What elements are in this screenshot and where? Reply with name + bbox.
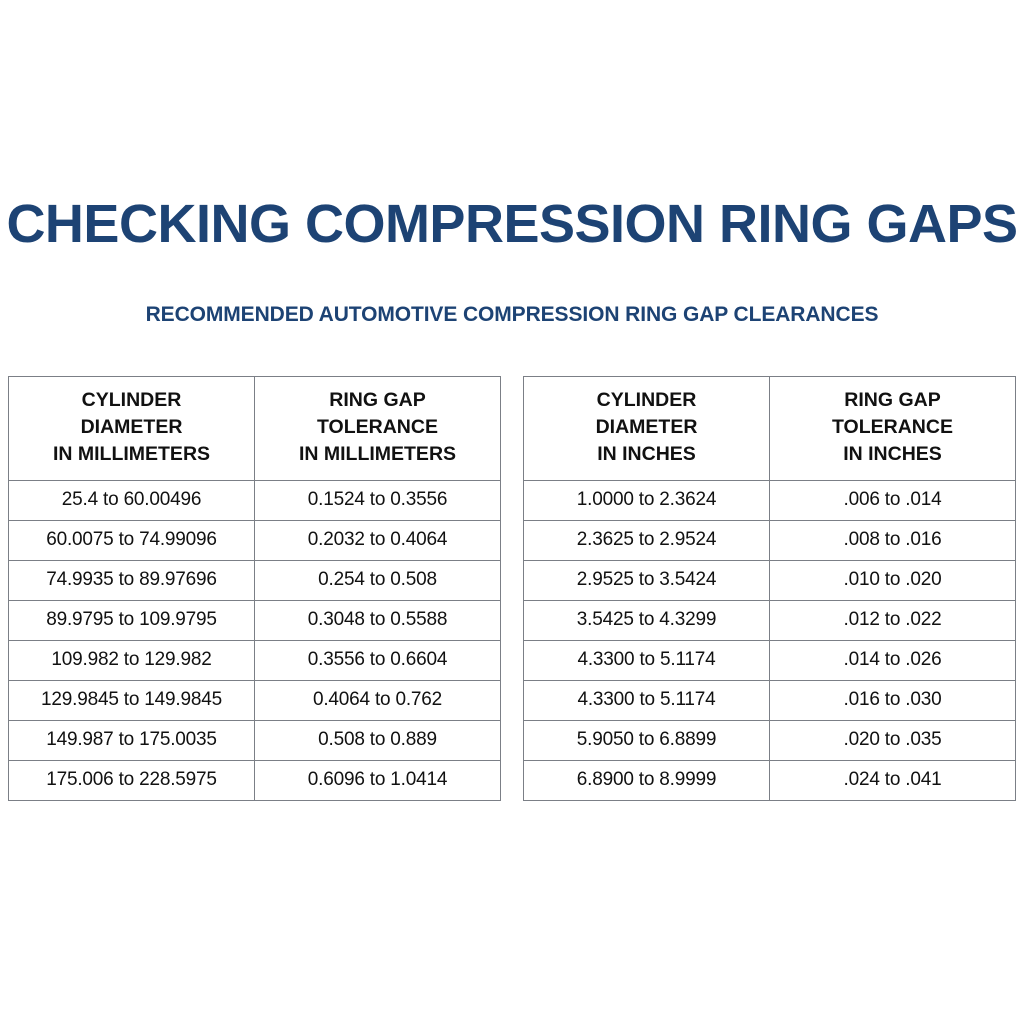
page-subtitle: RECOMMENDED AUTOMOTIVE COMPRESSION RING GAP CLEARANCES <box>145 303 879 326</box>
header-line-1: RING GAP <box>329 389 426 411</box>
header-line-3: IN INCHES <box>843 442 942 465</box>
cell-tolerance: 0.3556 to 0.6604 <box>255 640 501 680</box>
table-row <box>9 600 501 640</box>
imperial-col-diameter-header <box>524 377 770 481</box>
imperial-table-body <box>524 480 1016 800</box>
cell-tolerance: 0.508 to 0.889 <box>255 720 501 760</box>
cell-diameter: 129.9845 to 149.9845 <box>9 680 255 720</box>
cell-tolerance: .006 to .014 <box>770 480 1016 520</box>
cell-diameter: 1.0000 to 2.3624 <box>524 480 770 520</box>
cell-diameter: 60.0075 to 74.99096 <box>9 520 255 560</box>
cell-diameter: 175.006 to 228.5975 <box>9 760 255 800</box>
metric-table-body <box>9 480 501 800</box>
header-line-1: RING GAP <box>844 389 941 411</box>
table-row <box>524 680 1016 720</box>
table-row <box>524 560 1016 600</box>
imperial-col-tolerance-header <box>770 377 1016 481</box>
cell-tolerance: .016 to .030 <box>770 680 1016 720</box>
cell-diameter: 74.9935 to 89.97696 <box>9 560 255 600</box>
cell-diameter: 109.982 to 129.982 <box>9 640 255 680</box>
cell-tolerance: 0.4064 to 0.762 <box>255 680 501 720</box>
table-row <box>524 640 1016 680</box>
cell-diameter: 149.987 to 175.0035 <box>9 720 255 760</box>
table-row <box>524 600 1016 640</box>
cell-tolerance: .014 to .026 <box>770 640 1016 680</box>
imperial-table-head <box>524 377 1016 481</box>
table-row <box>9 480 501 520</box>
table-row <box>9 760 501 800</box>
cell-diameter: 5.9050 to 6.8899 <box>524 720 770 760</box>
imperial-table <box>523 376 1016 801</box>
cell-diameter: 3.5425 to 4.3299 <box>524 600 770 640</box>
cell-tolerance: 0.254 to 0.508 <box>255 560 501 600</box>
cell-tolerance: 0.6096 to 1.0414 <box>255 760 501 800</box>
header-line-3: IN MILLIMETERS <box>52 442 211 465</box>
table-row <box>524 720 1016 760</box>
cell-diameter: 4.3300 to 5.1174 <box>524 680 770 720</box>
cell-tolerance: 0.3048 to 0.5588 <box>255 600 501 640</box>
tables-container <box>0 376 1024 801</box>
page-title: CHECKING COMPRESSION RING GAPS <box>6 194 1018 254</box>
table-row <box>9 720 501 760</box>
table-row <box>524 520 1016 560</box>
table-row <box>524 480 1016 520</box>
table-row <box>9 680 501 720</box>
cell-diameter: 89.9795 to 109.9795 <box>9 600 255 640</box>
header-line-3: IN MILLIMETERS <box>298 442 457 465</box>
table-row <box>9 520 501 560</box>
cell-diameter: 2.3625 to 2.9524 <box>524 520 770 560</box>
table-header-row <box>9 377 501 481</box>
table-row <box>524 760 1016 800</box>
header-line-2: TOLERANCE <box>832 415 953 438</box>
cell-diameter: 2.9525 to 3.5424 <box>524 560 770 600</box>
cell-tolerance: 0.1524 to 0.3556 <box>255 480 501 520</box>
header-line-3: IN INCHES <box>597 442 696 465</box>
cell-tolerance: .010 to .020 <box>770 560 1016 600</box>
metric-table <box>8 376 501 801</box>
table-header-row <box>524 377 1016 481</box>
cell-diameter: 6.8900 to 8.9999 <box>524 760 770 800</box>
cell-tolerance: 0.2032 to 0.4064 <box>255 520 501 560</box>
metric-table-head <box>9 377 501 481</box>
cell-tolerance: .008 to .016 <box>770 520 1016 560</box>
cell-tolerance: .020 to .035 <box>770 720 1016 760</box>
cell-diameter: 25.4 to 60.00496 <box>9 480 255 520</box>
cell-tolerance: .012 to .022 <box>770 600 1016 640</box>
metric-col-tolerance-header <box>255 377 501 481</box>
header-line-1: CYLINDER <box>596 389 697 411</box>
table-row <box>9 640 501 680</box>
cell-tolerance: .024 to .041 <box>770 760 1016 800</box>
header-line-2: TOLERANCE <box>317 415 438 438</box>
header-line-2: DIAMETER <box>595 415 698 438</box>
table-row <box>9 560 501 600</box>
header-line-2: DIAMETER <box>80 415 183 438</box>
cell-diameter: 4.3300 to 5.1174 <box>524 640 770 680</box>
header-line-1: CYLINDER <box>81 389 182 411</box>
metric-col-diameter-header <box>9 377 255 481</box>
